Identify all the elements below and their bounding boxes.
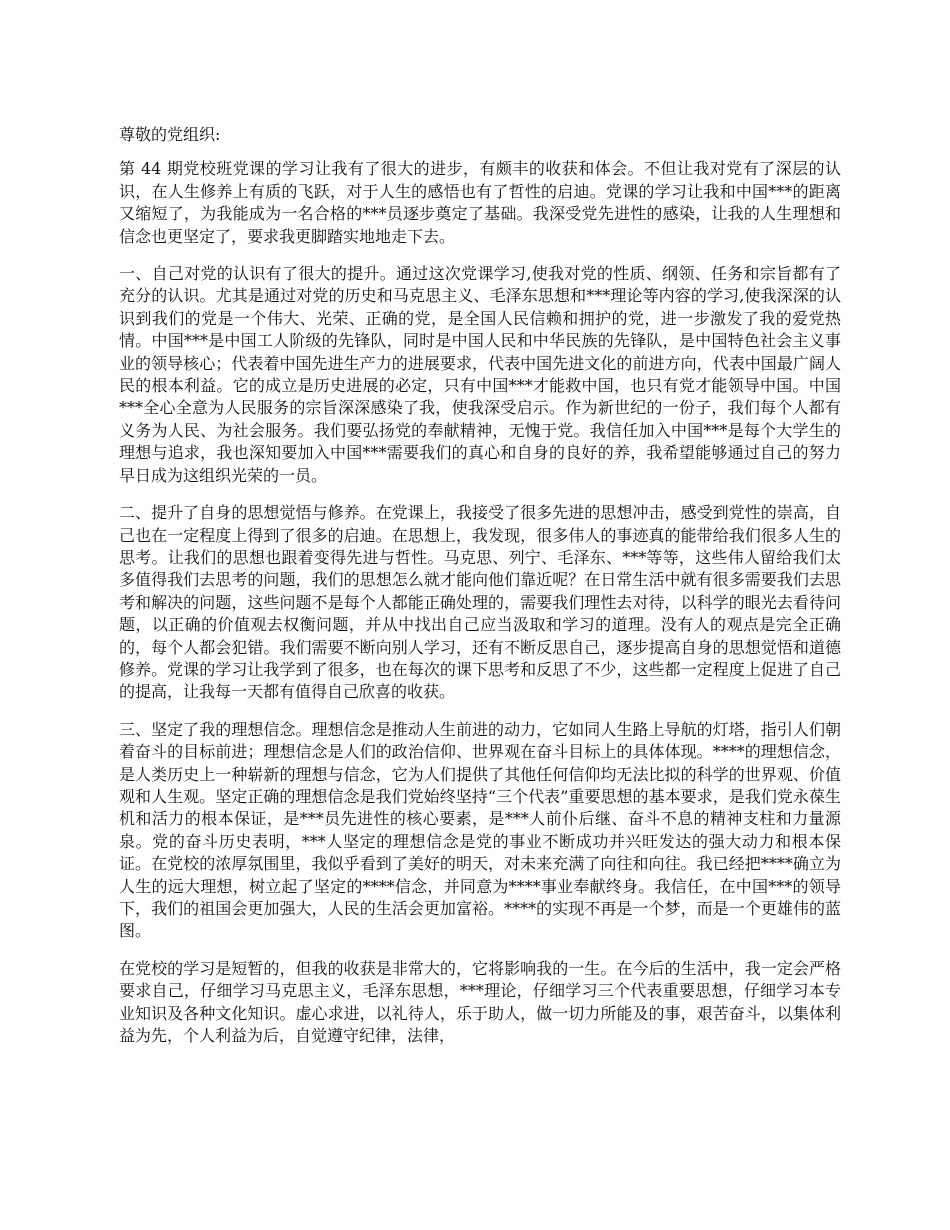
paragraph-conclusion: 在党校的学习是短暂的，但我的收获是非常大的，它将影响我的一生。在今后的生活中，我一定会严格要求自己，仔细学习马克思主义，毛泽东思想，***理论，仔细学习三个代表重要思想，仔细学习本专业知识及各种文化知识。虚心求进，以礼待人，乐于助人，做一切力所能及的事，艰苦奋斗，以集体利益为先，个人利益为后，自觉遵守纪律，法律， [119,958,841,1046]
paragraph-section-two: 二、提升了自身的思想觉悟与修养。在党课上，我接受了很多先进的思想冲击，感受到党性的崇高，自己也在一定程度上得到了很多的启迪。在思想上，我发现，很多伟人的事迹真的能带给我们很多人生的思考。让我们的思想也跟着变得先进与哲性。马克思、列宁、毛泽东、***等等，这些伟人留给我们太多值得我们去思考的问题，我们的思想怎么就才能向他们靠近呢？在日常生活中就有很多需要我们去思考和解决的问题，这些问题不是每个人都能正确处理的，需要我们理性去对待，以科学的眼光去看待问题，以正确的价值观去权衡问题，并从中找出自己应当汲取和学习的道理。没有人的观点是完全正确的，每个人都会犯错。我们需要不断向别人学习，还有不断反思自己，逐步提高自身的思想觉悟和道德修养。党课的学习让我学到了很多，也在每次的课下思考和反思了不少，这些都一定程度上促进了自己的提高，让我每一天都有值得自己欣喜的收获。 [119,503,841,702]
paragraph-section-one: 一、自己对党的认识有了很大的提升。通过这次党课学习,使我对党的性质、纲领、任务和宗旨都有了充分的认识。尤其是通过对党的历史和马克思主义、毛泽东思想和***理论等内容的学习,使我深深的认识到我们的党是一个伟大、光荣、正确的党，是全国人民信赖和拥护的党，进一步激发了我的爱党热情。中国***是中国工人阶级的先锋队，同时是中国人民和中华民族的先锋队，是中国特色社会主义事业的领导核心；代表着中国先进生产力的进展要求，代表中国先进文化的前进方向，代表中国最广阔人民的根本利益。它的成立是历史进展的必定，只有中国***才能救中国，也只有党才能领导中国。中国***全心全意为人民服务的宗旨深深感染了我，使我深受启示。作为新世纪的一份子，我们每个人都有义务为人民、为社会服务。我们要弘扬党的奉献精神，无愧于党。我信任加入中国***是每个大学生的理想与追求，我也深知要加入中国***需要我们的真心和自身的良好的养，我希望能够通过自己的努力早日成为这组织光荣的一员。 [119,264,841,485]
document-page [119,124,841,1047]
paragraph-section-three: 三、坚定了我的理想信念。理想信念是推动人生前进的动力，它如同人生路上导航的灯塔，指引人们朝着奋斗的目标前进；理想信念是人们的政治信仰、世界观在奋斗目标上的具体体现。****的理想信念，是人类历史上一种崭新的理想与信念，它为人们提供了其他任何信仰均无法比拟的科学的世界观、价值观和人生观。坚定正确的理想信念是我们党始终坚持“三个代表”重要思想的基本要求，是我们党永葆生机和活力的根本保证，是***员先进性的核心要素，是***人前仆后继、奋斗不息的精神支柱和力量源泉。党的奋斗历史表明，***人坚定的理想信念是党的事业不断成功并兴旺发达的强大动力和根本保证。在党校的浓厚氛围里，我似乎看到了美好的明天，对未来充满了向往和向往。我已经把****确立为人生的远大理想，树立起了坚定的****信念，并同意为****事业奉献终身。我信任，在中国***的领导下，我们的祖国会更加强大，人民的生活会更加富裕。****的实现不再是一个梦，而是一个更雄伟的蓝图。 [119,719,841,941]
paragraph-intro: 第 44 期党校班党课的学习让我有了很大的进步，有颇丰的收获和体会。不但让我对党有了深层的认识，在人生修养上有质的飞跃，对于人生的感悟也有了哲性的启迪。党课的学习让我和中国***的距离又缩短了，为我能成为一名合格的***员逐步奠定了基础。我深受党先进性的感染，让我的人生理想和信念也更坚定了，要求我更脚踏实地地走下去。 [119,159,841,246]
salutation: 尊敬的党组织: [119,125,221,144]
